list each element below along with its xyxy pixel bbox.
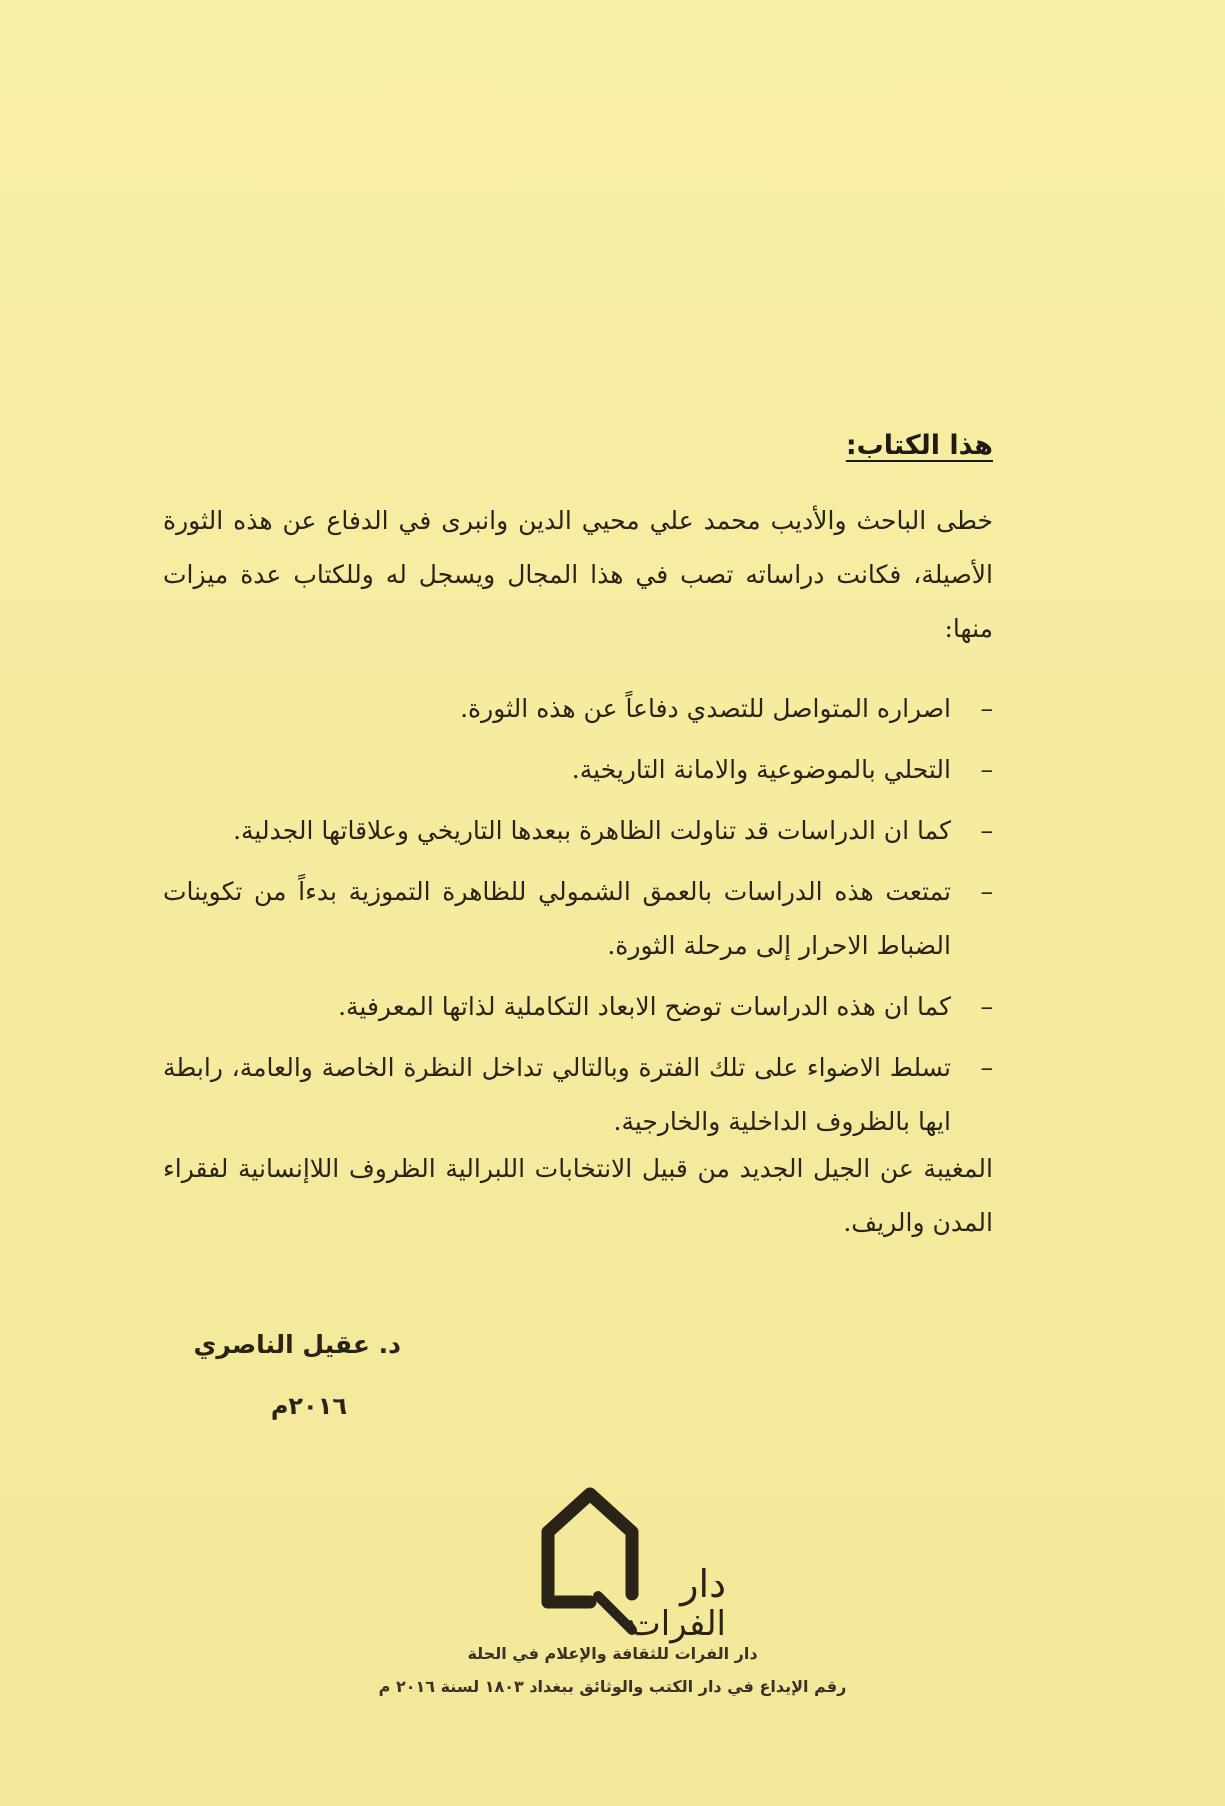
list-item <box>163 682 993 736</box>
list-item-text: تمتعت هذه الدراسات بالعمق الشمولي للظاهرة التموزية بدءاً من تكوينات الضباط الاحرار إلى مرحلة الثورة. <box>163 877 951 960</box>
list-item-text: اصراره المتواصل للتصدي دفاعاً عن هذه الثورة. <box>460 694 951 723</box>
bullet-dash: – <box>980 992 993 1021</box>
signature-year: ٢٠١٦م <box>270 1392 347 1420</box>
bullet-dash: – <box>980 877 993 906</box>
features-list <box>163 682 993 1156</box>
deposit-number: رقم الإيداع في دار الكتب والوثائق ببغداد ١٨٠٣ لسنة ٢٠١٦ م <box>378 1677 847 1696</box>
list-item-text: كما ان هذه الدراسات توضح الابعاد التكاملية لذاتها المعرفية. <box>338 992 951 1021</box>
closing-paragraph: المغيبة عن الجيل الجديد من قبيل الانتخابات اللبرالية الظروف اللاإنسانية لفقراء المدن والريف. <box>163 1154 993 1237</box>
list-item-text: كما ان الدراسات قد تناولت الظاهرة ببعدها التاريخي وعلاقاتها الجدلية. <box>233 816 951 845</box>
list-item-text: التحلي بالموضوعية والامانة التاريخية. <box>571 755 951 784</box>
logo-word-dar: دار <box>680 1562 726 1606</box>
house-frame-icon <box>520 1480 740 1645</box>
list-item <box>163 804 993 858</box>
bullet-dash: – <box>980 1053 993 1082</box>
list-item <box>163 980 993 1034</box>
bullet-dash: – <box>980 694 993 723</box>
logo-word-furat: الفرات <box>628 1604 726 1644</box>
list-item <box>163 865 993 973</box>
list-item <box>163 743 993 797</box>
list-item-text: تسلط الاضواء على تلك الفترة وبالتالي تداخل النظرة الخاصة والعامة، رابطة ايها بالظروف الداخلية والخارجية. <box>163 1053 951 1136</box>
publisher-name: دار الفرات للثقافة والإعلام في الحلة <box>467 1644 758 1663</box>
section-heading: هذا الكتاب: <box>845 430 993 461</box>
bullet-dash: – <box>980 755 993 784</box>
list-item <box>163 1041 993 1149</box>
bullet-dash: – <box>980 816 993 845</box>
intro-paragraph: خطى الباحث والأديب محمد علي محيي الدين وانبرى في الدفاع عن هذه الثورة الأصيلة، فكانت دراساته تصب في هذا المجال ويسجل له وللكتاب عدة ميزات منها: <box>163 506 993 643</box>
publisher-logo <box>520 1480 740 1645</box>
author-signature: د. عقيل الناصري <box>193 1330 401 1359</box>
